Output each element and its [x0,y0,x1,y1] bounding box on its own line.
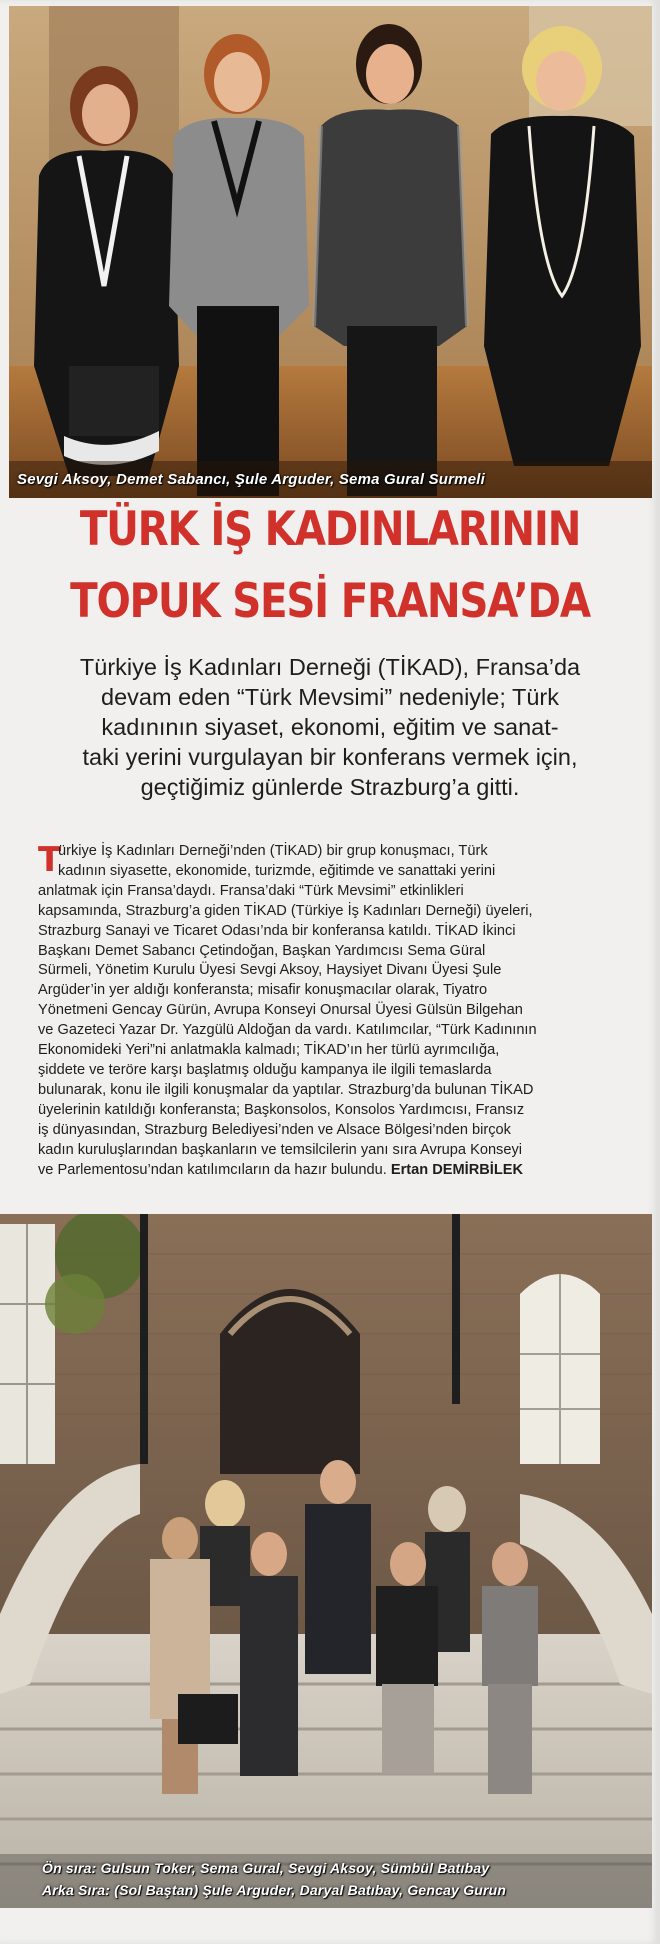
body-line: üyelerinin katıldığı konferansta; Başkonsolos, Konsolos Yardımcısı, Fransız [38,1101,525,1118]
lead-line: taki yerini vurgulayan bir konferans vermek için, [82,744,578,770]
body-line: anlatmak için Fransa’daydı. Fransa’daki “Türk Mevsimi” etkinlikleri [38,882,464,899]
body-line: ve Gazeteci Yazar Dr. Yazgülü Aldoğan da vardı. Katılımcılar, “Türk Kadınının [38,1022,537,1039]
article-body [38,842,638,1180]
body-line: Argüder’in yer aldığı konferansta; misafir konuşmacılar olarak, Tiyatro [38,982,488,999]
headline-line-2: TOPUK SESİ FRANSA’DA [70,574,590,629]
drop-cap: T [38,840,62,880]
bottom-photo-caption-line-2: Arka Sıra: (Sol Baştan) Şule Arguder, Daryal Batıbay, Gencay Gurun [42,1882,507,1898]
top-group-photo [9,6,652,498]
group-on-stairs-image [0,1214,652,1908]
headline-line-1: TÜRK İŞ KADINLARININ [79,502,581,557]
author-byline: Ertan DEMİRBİLEK [390,1161,524,1178]
lead-line: devam eden “Türk Mevsimi” nedeniyle; Türk [101,684,559,710]
body-line-last [38,1161,638,1181]
bottom-group-photo [0,1214,652,1908]
lead-line: Türkiye İş Kadınları Derneği (TİKAD), Fransa’da [79,654,581,680]
body-line: Başkanı Demet Sabancı Çetindoğan, Başkan Yardımcısı Sema Güral [38,942,486,959]
lead-paragraph [18,652,642,802]
bottom-photo-caption-line-1: Ön sıra: Gulsun Toker, Sema Gural, Sevgi Aksoy, Sümbül Batıbay [42,1860,490,1876]
body-line: Ekonomideki Yeri”ni anlatmakla kalmadı; TİKAD’ın her türlü ayrımcılığa, [38,1042,500,1059]
body-line: Strazburg Sanayi ve Ticaret Odası’nda bir konferansa katıldı. TİKAD İkinci [38,922,516,939]
lead-line: geçtiğimiz günlerde Strazburg’a gitti. [140,774,520,800]
body-line: kapsamında, Strazburg’a giden TİKAD (Türkiye İş Kadınları Derneği) üyeleri, [38,902,533,919]
body-line: Yönetmeni Gencay Gürün, Avrupa Konseyi Onursal Üyesi Gülsün Bilgehan [38,1002,523,1019]
lead-line: kadınının siyaset, ekonomi, eğitim ve sanat- [101,714,559,740]
body-line: ürkiye İş Kadınları Derneği’nden (TİKAD) bir grup konuşmacı, Türk [58,843,488,859]
four-women-portrait-image [9,6,652,498]
body-line: kadının siyasette, ekonomide, turizmde, eğitimde ve sanattaki yerini [58,862,496,879]
body-line: şiddete ve teröre karşı başlatmış olduğu kampanya ile ilgili temaslarda [38,1061,492,1078]
top-photo-caption: Sevgi Aksoy, Demet Sabancı, Şule Arguder, Sema Gural Surmeli [17,471,485,488]
body-line: iş dünyasından, Strazburg Belediyesi’nden ve Alsace Bölgesi’nden birçok [38,1121,511,1138]
body-line: bulunarak, konu ile ilgili konuşmalar da yaptılar. Strazburg’da bulunan TİKAD [38,1081,534,1098]
body-line: Sürmeli, Yönetim Kurulu Üyesi Sevgi Aksoy, Haysiyet Divanı Üyesi Şule [38,962,502,979]
body-line: kadın kuruluşlarından başkanların ve temsilcilerin yanı sıra Avrupa Konseyi [38,1141,523,1158]
body-line-text: ve Parlementosu’ndan katılımcıların da hazır bulundu. [38,1161,387,1178]
